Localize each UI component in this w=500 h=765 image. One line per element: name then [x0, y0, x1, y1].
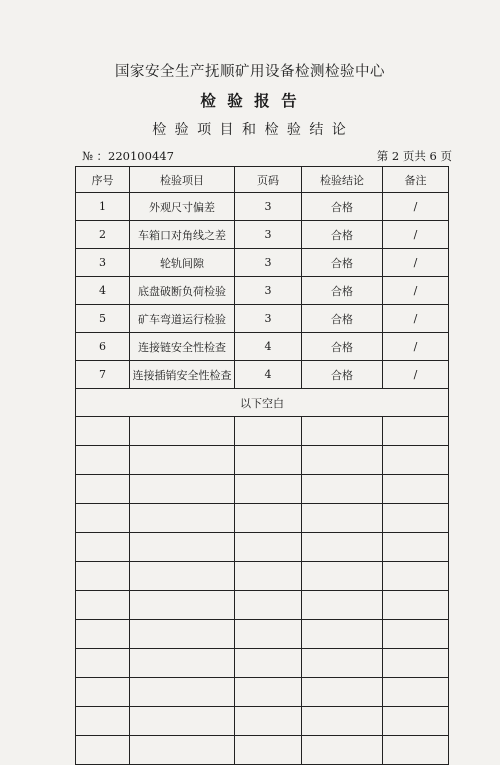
- row-number: 1: [76, 193, 130, 221]
- empty-cell: [76, 504, 130, 533]
- empty-cell: [302, 591, 383, 620]
- item-name: 轮轨间隙: [130, 249, 235, 277]
- empty-cell: [235, 417, 302, 446]
- report-number: № ：220100447: [82, 149, 174, 163]
- empty-cell: [235, 562, 302, 591]
- empty-cell: [235, 504, 302, 533]
- empty-cell: [130, 504, 235, 533]
- empty-cell: [130, 533, 235, 562]
- inspection-items-table: [75, 166, 449, 765]
- page-ref: 3: [235, 193, 302, 221]
- empty-cell: [235, 475, 302, 504]
- empty-row: [76, 649, 449, 678]
- blank-note: 以下空白: [76, 389, 449, 417]
- empty-cell: [383, 678, 449, 707]
- empty-cell: [76, 562, 130, 591]
- empty-cell: [383, 417, 449, 446]
- empty-cell: [76, 417, 130, 446]
- empty-row: [76, 562, 449, 591]
- table-row: [76, 305, 449, 333]
- empty-cell: [130, 475, 235, 504]
- empty-cell: [383, 504, 449, 533]
- item-name: 连接链安全性检查: [130, 333, 235, 361]
- table-header-row: [76, 167, 449, 193]
- section-title: 检 验 项 目 和 检 验 结 论: [152, 122, 348, 138]
- empty-cell: [302, 504, 383, 533]
- empty-cell: [130, 649, 235, 678]
- result: 合格: [302, 305, 383, 333]
- empty-row: [76, 678, 449, 707]
- empty-cell: [302, 417, 383, 446]
- empty-cell: [302, 678, 383, 707]
- empty-cell: [235, 736, 302, 765]
- page-ref: 3: [235, 249, 302, 277]
- result: 合格: [302, 361, 383, 389]
- empty-cell: [76, 678, 130, 707]
- result: 合格: [302, 333, 383, 361]
- document-title: 检 验 报 告: [200, 91, 300, 110]
- row-number: 2: [76, 221, 130, 249]
- empty-cell: [302, 736, 383, 765]
- empty-cell: [383, 736, 449, 765]
- item-name: 矿车弯道运行检验: [130, 305, 235, 333]
- empty-cell: [76, 620, 130, 649]
- empty-cell: [76, 533, 130, 562]
- table-row: [76, 277, 449, 305]
- empty-cell: [235, 707, 302, 736]
- page-ref: 3: [235, 305, 302, 333]
- row-number: 7: [76, 361, 130, 389]
- empty-cell: [130, 446, 235, 475]
- empty-cell: [383, 591, 449, 620]
- column-header: 序号: [76, 167, 130, 193]
- item-name: 底盘破断负荷检验: [130, 277, 235, 305]
- empty-cell: [130, 591, 235, 620]
- empty-row: [76, 533, 449, 562]
- item-name: 连接插销安全性检查: [130, 361, 235, 389]
- empty-cell: [302, 533, 383, 562]
- empty-cell: [302, 707, 383, 736]
- empty-cell: [235, 620, 302, 649]
- table-row: [76, 361, 449, 389]
- column-header: 页码: [235, 167, 302, 193]
- row-number: 5: [76, 305, 130, 333]
- empty-cell: [76, 591, 130, 620]
- empty-cell: [383, 562, 449, 591]
- empty-cell: [235, 591, 302, 620]
- item-name: 车箱口对角线之差: [130, 221, 235, 249]
- empty-cell: [235, 678, 302, 707]
- column-header: 检验项目: [130, 167, 235, 193]
- result: 合格: [302, 221, 383, 249]
- empty-row: [76, 591, 449, 620]
- remark: /: [383, 305, 449, 333]
- empty-row: [76, 736, 449, 765]
- empty-cell: [235, 533, 302, 562]
- empty-cell: [383, 707, 449, 736]
- empty-cell: [130, 620, 235, 649]
- empty-cell: [235, 446, 302, 475]
- empty-cell: [76, 736, 130, 765]
- empty-cell: [383, 446, 449, 475]
- empty-row: [76, 620, 449, 649]
- empty-cell: [383, 475, 449, 504]
- row-number: 4: [76, 277, 130, 305]
- empty-cell: [235, 649, 302, 678]
- empty-cell: [76, 446, 130, 475]
- row-number: 3: [76, 249, 130, 277]
- page-ref: 4: [235, 333, 302, 361]
- empty-cell: [76, 649, 130, 678]
- result: 合格: [302, 277, 383, 305]
- empty-cell: [302, 446, 383, 475]
- empty-cell: [130, 736, 235, 765]
- page-ref: 3: [235, 277, 302, 305]
- table-row: [76, 249, 449, 277]
- remark: /: [383, 221, 449, 249]
- remark: /: [383, 193, 449, 221]
- blank-note-row: [76, 389, 449, 417]
- page-ref: 3: [235, 221, 302, 249]
- empty-row: [76, 475, 449, 504]
- empty-row: [76, 504, 449, 533]
- empty-row: [76, 707, 449, 736]
- remark: /: [383, 277, 449, 305]
- empty-cell: [130, 678, 235, 707]
- remark: /: [383, 333, 449, 361]
- empty-cell: [383, 649, 449, 678]
- result: 合格: [302, 249, 383, 277]
- empty-cell: [383, 620, 449, 649]
- empty-cell: [383, 533, 449, 562]
- table-row: [76, 221, 449, 249]
- empty-cell: [302, 620, 383, 649]
- empty-cell: [76, 707, 130, 736]
- remark: /: [383, 249, 449, 277]
- table-row: [76, 193, 449, 221]
- table-row: [76, 333, 449, 361]
- column-header: 备注: [383, 167, 449, 193]
- organization-name: 国家安全生产抚顺矿用设备检测检验中心: [115, 64, 385, 80]
- empty-cell: [130, 417, 235, 446]
- empty-cell: [302, 649, 383, 678]
- empty-cell: [130, 707, 235, 736]
- remark: /: [383, 361, 449, 389]
- empty-cell: [302, 562, 383, 591]
- empty-row: [76, 417, 449, 446]
- empty-cell: [302, 475, 383, 504]
- item-name: 外观尺寸偏差: [130, 193, 235, 221]
- page-number: 第 2 页共 6 页: [376, 149, 452, 163]
- empty-row: [76, 446, 449, 475]
- empty-cell: [130, 562, 235, 591]
- result: 合格: [302, 193, 383, 221]
- empty-cell: [76, 475, 130, 504]
- row-number: 6: [76, 333, 130, 361]
- column-header: 检验结论: [302, 167, 383, 193]
- page-ref: 4: [235, 361, 302, 389]
